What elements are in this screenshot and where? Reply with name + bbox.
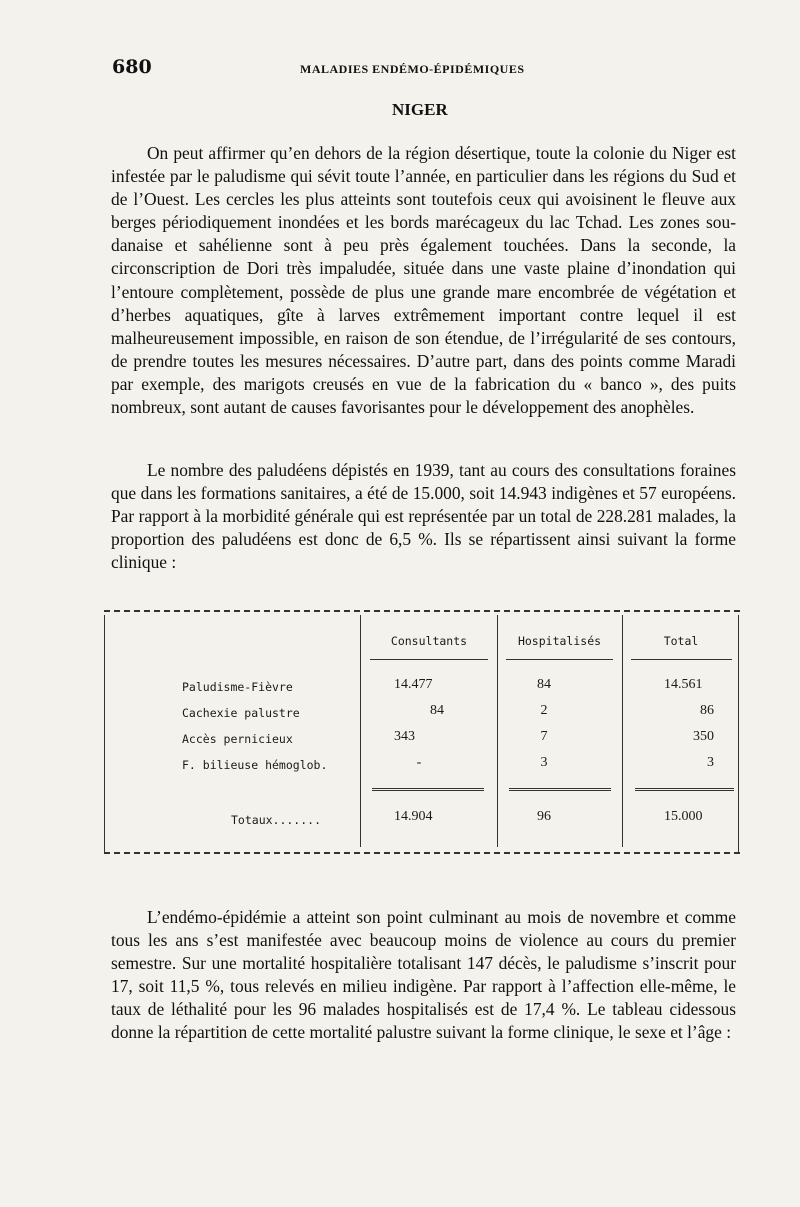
paragraph-intro: On peut affirmer qu’en dehors de la région désertique, toute la colonie du Niger est infestée par le paludisme qui sévit toute l’année, en particulier dans les régions du Sud et de l’Ouest. Les cercles les plus atteints sont toutefois ceux qui avoisinent le fleuve aux berges périodiquement inondées et les bords marécageux du lac Tchad. Les zones soudanaise et sahélienne sont à peu près également touchées. Dans la seconde, la circonscription de Dori très impaludée, située dans une vaste plaine d’inondation qui l’entoure complètement, possède de plus une grande mare encombrée de végétation et d’herbes aquatiques, gîte à larves extrêmement important contre lequel il est malheureusement impossible, en raison de son étendue, de l’irrégularité de ses contours, de prendre toutes les mesures nécessaires. D’autre part, dans des points comme Maradi par exemple, des marigots creusés en vue de la fabrication du « banco », des puits nombreux, sont autant de causes favorisantes pour le développement des anophèles.: [111, 143, 736, 418]
cell-total: 3: [707, 755, 714, 770]
cell-consultants: 84: [430, 703, 444, 718]
cell-hospitalises: 84: [537, 677, 551, 692]
paragraph-mortality: L’endémo-épidémie a atteint son point culminant au mois de novembre et comme tous les ans s’est manifestée avec beaucoup moins de violence au cours du premier semestre. Sur une mortalité hospitalière totalisant 147 décès, le paludisme s’inscrit pour 17, soit 11,5 %, tous relevés en milieu indigène. Par rapport à l’affection elle-même, le taux de léthalité pour les 96 malades hospitalisés est de 17,4 %. Le tableau cidessous donne la répartition de cette mortalité palustre suivant la forme clinique, le sexe et l’âge :: [111, 907, 736, 1043]
cell-total: 350: [693, 729, 714, 744]
totals-hospitalises: 96: [537, 809, 551, 824]
table-border-right: [738, 615, 739, 853]
table-border-left: [104, 615, 105, 853]
row-label-cachexie-palustre: Cachexie palustre: [182, 706, 300, 720]
totals-consultants: 14.904: [394, 809, 433, 824]
section-title: NIGER: [392, 100, 448, 119]
row-label-acces-pernicieux: Accès pernicieux: [182, 732, 293, 746]
totals-total: 15.000: [664, 809, 703, 824]
totals-rule: [509, 788, 611, 791]
totals-rule: [372, 788, 484, 791]
cell-consultants: 14.477: [394, 677, 433, 692]
header-underline: [506, 659, 613, 660]
cell-consultants: 343: [394, 729, 415, 744]
running-head: MALADIES ENDÉMO-ÉPIDÉMIQUES: [300, 62, 525, 76]
column-header-consultants: Consultants: [390, 634, 468, 648]
totals-rule: [635, 788, 734, 791]
cell-consultants: -: [416, 755, 422, 770]
paragraph-statistics: Le nombre des paludéens dépistés en 1939, tant au cours des consultations foraines que dans les formations sanitaires, a été de 15.000, soit 14.943 indigènes et 57 européens. Par rapport à la morbidité générale qui est représentée par un total de 228.281 malades, la proportion des paludéens est donc de 6,5 %. Ils se répartissent ainsi suivant la forme clinique :: [111, 460, 736, 573]
table-column-divider: [360, 615, 361, 847]
cell-total: 14.561: [664, 677, 703, 692]
column-header-total: Total: [663, 634, 699, 648]
header-underline: [631, 659, 732, 660]
cell-total: 86: [700, 703, 714, 718]
clinical-forms-table: [104, 603, 740, 859]
table-top-rule: [104, 610, 740, 612]
column-header-hospitalises: Hospitalisés: [517, 634, 602, 648]
table-column-divider: [622, 615, 623, 847]
cell-hospitalises: 7: [540, 729, 548, 744]
row-label-fievre-bilieuse: F. bilieuse hémoglob.: [182, 758, 328, 772]
cell-hospitalises: 2: [540, 703, 548, 718]
totals-label: Totaux.......: [231, 813, 322, 827]
table-bottom-rule: [104, 852, 740, 854]
cell-hospitalises: 3: [540, 755, 548, 770]
table-column-divider: [497, 615, 498, 847]
page-number: 680: [112, 56, 152, 78]
row-label-paludisme-fievre: Paludisme-Fièvre: [182, 680, 293, 694]
header-underline: [370, 659, 488, 660]
